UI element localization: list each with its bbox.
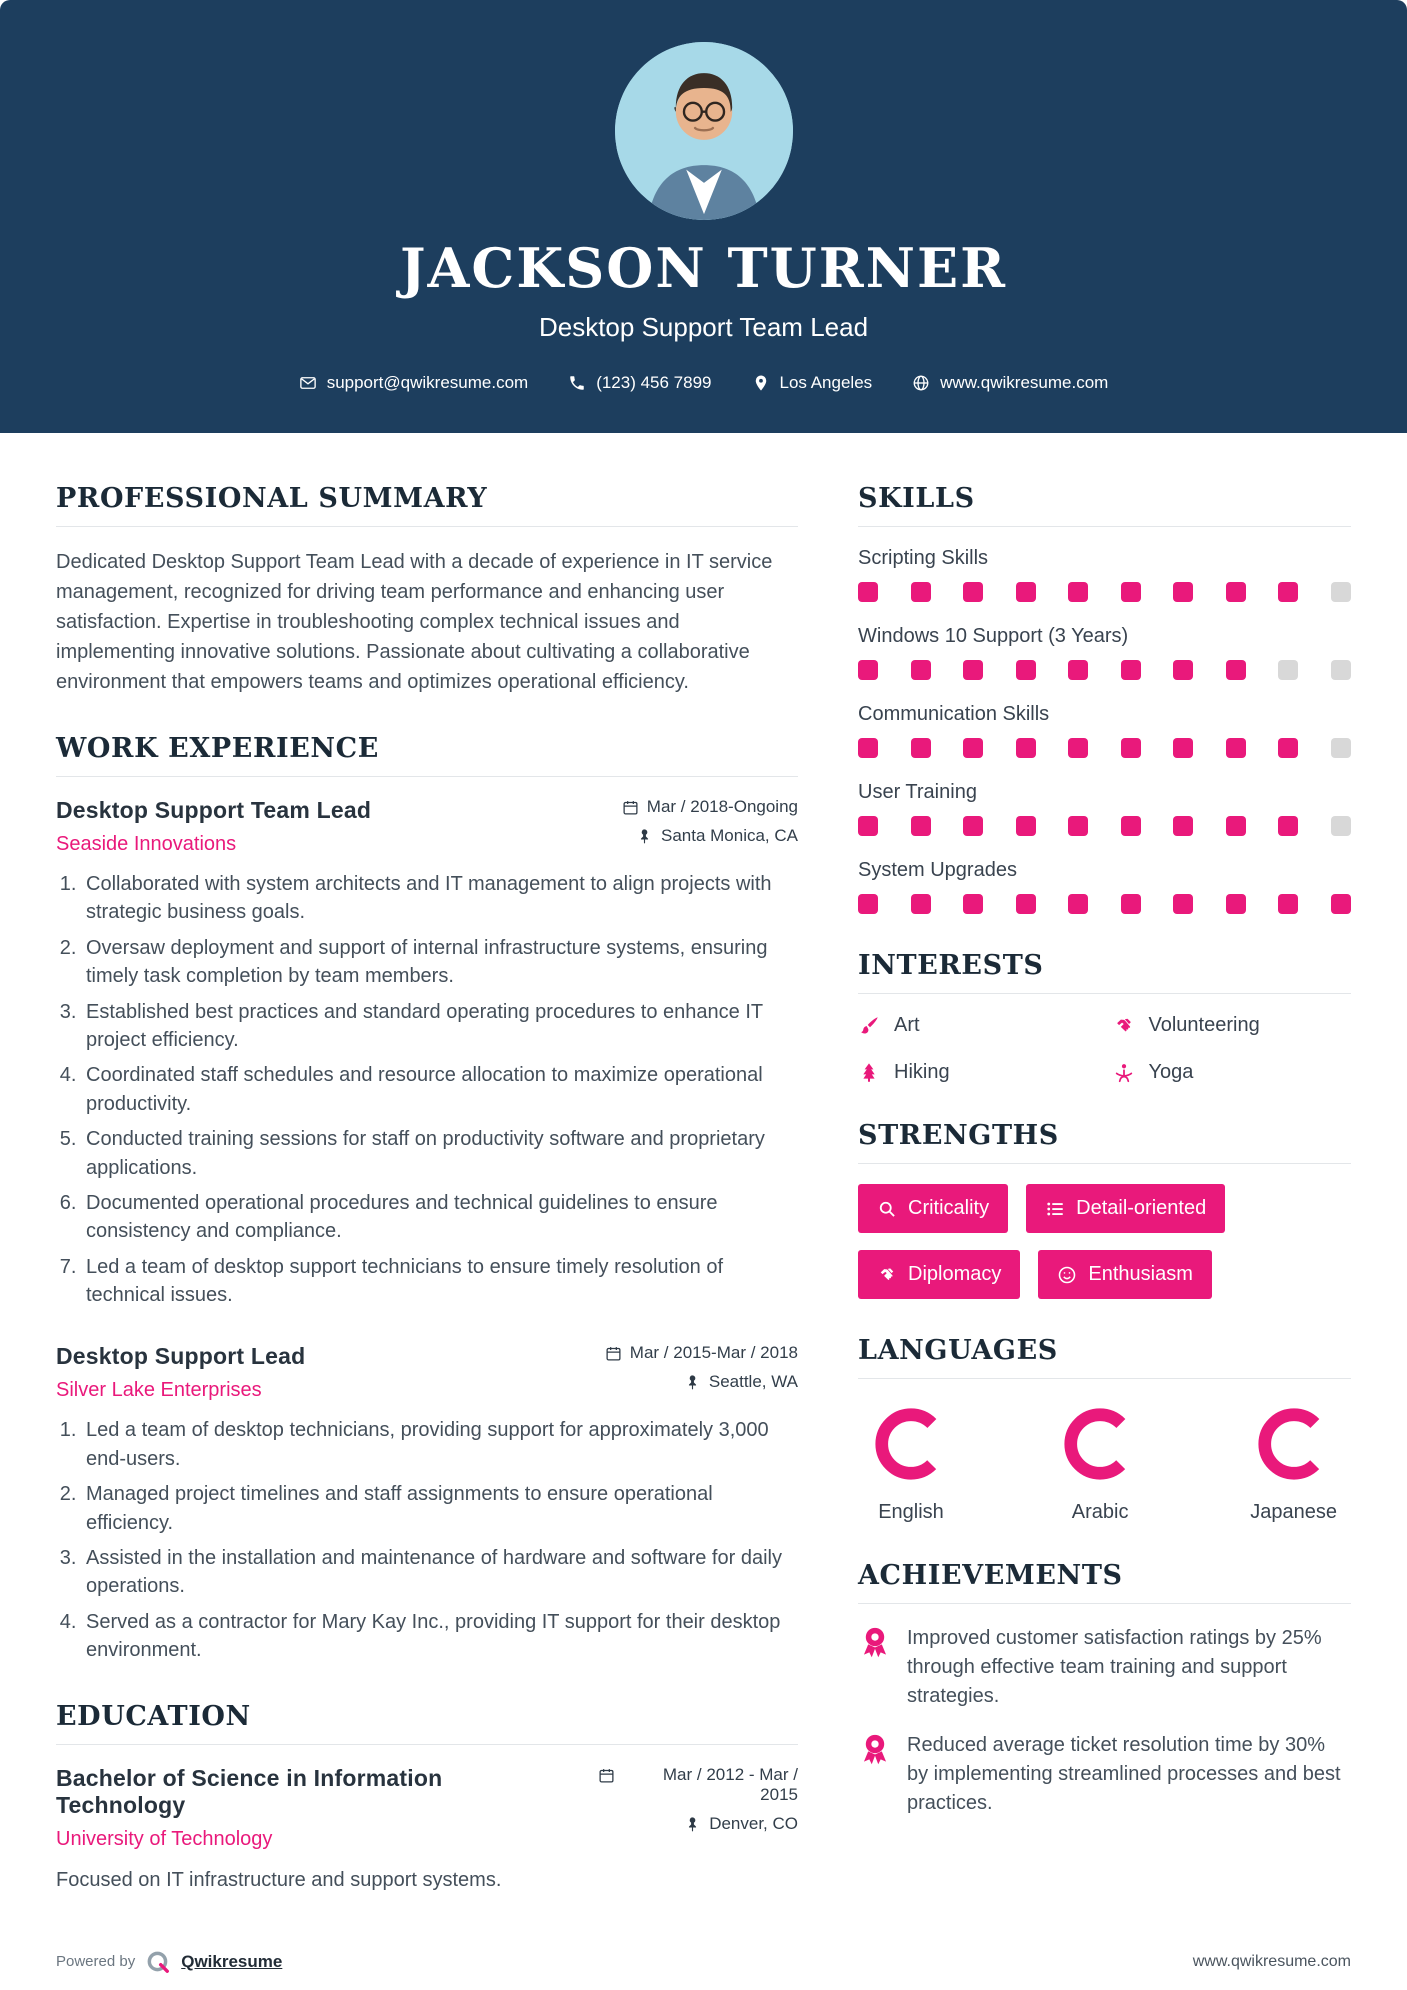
school-name: University of Technology (56, 1827, 273, 1850)
job-bullets (56, 870, 798, 1309)
skill-square-filled (1068, 582, 1088, 602)
achievement-item (858, 1624, 1351, 1711)
skill-square-filled (1121, 738, 1141, 758)
smiley-icon (1057, 1265, 1077, 1285)
job-bullet: 2. Managed project timelines and staff assignments to ensure operational efficiency. (82, 1480, 798, 1537)
skill-square-filled (858, 816, 878, 836)
education-dates (598, 1765, 798, 1805)
skill-square-filled (1068, 894, 1088, 914)
skill-rating (858, 816, 1351, 836)
language-item (1250, 1405, 1337, 1524)
job-bullet: 1. Collaborated with system architects and IT management to align projects with strategic business goals. (82, 870, 798, 927)
skill-square-empty (1331, 738, 1351, 758)
skill-square-filled (1016, 894, 1036, 914)
interests-section (858, 950, 1351, 1084)
languages-list (858, 1399, 1351, 1524)
education-note: Focused on IT infrastructure and support systems. (56, 1868, 502, 1891)
skill-square-filled (1173, 894, 1193, 914)
contact-phone (568, 373, 711, 393)
list-icon (1045, 1199, 1065, 1219)
job-company: Silver Lake Enterprises (56, 1379, 262, 1402)
skill-square-filled (911, 816, 931, 836)
contact-website-text: www.qwikresume.com (940, 373, 1109, 392)
strength-pill (1026, 1184, 1225, 1233)
job-bullet: 5. Conducted training sessions for staff on productivity software and proprietary applications. (82, 1125, 798, 1182)
interest-label: Volunteering (1148, 1014, 1260, 1036)
skill-square-filled (1226, 738, 1246, 758)
job-bullet: 3. Assisted in the installation and maintenance of hardware and software for daily operations. (82, 1544, 798, 1601)
skill-square-filled (1016, 738, 1036, 758)
skill-square-filled (1331, 894, 1351, 914)
skill-square-filled (1121, 660, 1141, 680)
skill-square-filled (1226, 582, 1246, 602)
language-ring (872, 1405, 950, 1483)
skill-square-filled (963, 894, 983, 914)
job-bullet: 7. Led a team of desktop support technicians to ensure timely resolution of technical issues. (82, 1253, 798, 1310)
education-section (56, 1701, 798, 1895)
skill-square-filled (1226, 660, 1246, 680)
education-dates-text: Mar / 2012 - Mar / 2015 (662, 1764, 798, 1804)
skill-item (858, 547, 1351, 602)
languages-heading: LANGUAGES (858, 1335, 1351, 1379)
skill-square-filled (1068, 660, 1088, 680)
skill-square-filled (1068, 738, 1088, 758)
skill-square-empty (1331, 582, 1351, 602)
skill-square-filled (1121, 582, 1141, 602)
strengths-list (858, 1184, 1351, 1299)
magnifier-icon (877, 1199, 897, 1219)
jobs-list (56, 797, 798, 1665)
skill-square-filled (1278, 816, 1298, 836)
interest-label: Art (894, 1014, 920, 1036)
calendar-icon (622, 799, 639, 816)
job-location (622, 826, 798, 846)
resume-body (0, 433, 1407, 1931)
skill-square-filled (858, 894, 878, 914)
job-dates (622, 797, 798, 817)
interest-item (1113, 1061, 1352, 1084)
job-entry (56, 797, 798, 1309)
summary-heading: PROFESSIONAL SUMMARY (56, 483, 798, 527)
skill-square-filled (858, 582, 878, 602)
skill-square-filled (911, 582, 931, 602)
summary-section (56, 483, 798, 697)
right-column (858, 483, 1351, 1854)
footer-website: www.qwikresume.com (1192, 1952, 1351, 1970)
language-item (872, 1405, 950, 1524)
strength-pill (858, 1184, 1008, 1233)
skill-item (858, 781, 1351, 836)
contact-phone-text: (123) 456 7899 (596, 373, 712, 392)
skill-square-filled (858, 738, 878, 758)
skill-square-empty (1331, 816, 1351, 836)
strength-label: Diplomacy (908, 1263, 1002, 1285)
skill-name: User Training (858, 781, 977, 803)
skill-square-filled (1016, 816, 1036, 836)
tree-icon (858, 1062, 880, 1084)
skill-square-filled (1173, 816, 1193, 836)
job-header (56, 797, 798, 864)
job-company: Seaside Innovations (56, 833, 237, 855)
award-icon (858, 1625, 892, 1659)
skill-square-filled (858, 660, 878, 680)
summary-text: Dedicated Desktop Support Team Lead with a decade of experience in IT service management, recognized for driving team performance and enhancing user satisfaction. Expertise in troubleshooting complex technical issues and implementing innovative solutions. Passionate about cultivating a collaborative environment that empowers teams and optimizes operational efficiency. (56, 551, 773, 693)
job-bullet: 6. Documented operational procedures and technical guidelines to ensure consistency and compliance. (82, 1189, 798, 1246)
job-title: Desktop Support Lead (56, 1343, 306, 1370)
skill-item (858, 703, 1351, 758)
skill-name: Communication Skills (858, 703, 1050, 725)
job-dates-text: Mar / 2015-Mar / 2018 (629, 1343, 798, 1363)
achievements-heading: ACHIEVEMENTS (858, 1560, 1351, 1604)
job-bullet: 3. Established best practices and standard operating procedures to enhance IT project efficiency. (82, 998, 798, 1055)
contact-location-text: Los Angeles (779, 373, 873, 392)
interest-label: Yoga (1148, 1061, 1194, 1083)
skill-square-filled (1121, 816, 1141, 836)
strengths-section (858, 1120, 1351, 1299)
job-header (56, 1343, 798, 1410)
skill-name: Scripting Skills (858, 547, 989, 569)
skills-heading: SKILLS (858, 483, 1351, 527)
calendar-icon (605, 1345, 622, 1362)
skill-rating (858, 660, 1351, 680)
skill-square-filled (1278, 582, 1298, 602)
achievements-list (858, 1624, 1351, 1818)
strength-label: Enthusiasm (1088, 1263, 1193, 1285)
achievement-item (858, 1731, 1351, 1818)
job-dates-text: Mar / 2018-Ongoing (646, 797, 798, 816)
education-location (598, 1814, 798, 1834)
strength-label: Criticality (908, 1197, 990, 1219)
interest-item (858, 1061, 1097, 1084)
skill-square-empty (1331, 660, 1351, 680)
skill-rating (858, 738, 1351, 758)
language-ring (1255, 1405, 1333, 1483)
experience-section (56, 733, 798, 1665)
languages-section (858, 1335, 1351, 1524)
skill-square-filled (1016, 582, 1036, 602)
skill-square-filled (1173, 738, 1193, 758)
skill-square-filled (1226, 816, 1246, 836)
skill-item (858, 625, 1351, 680)
contact-row (20, 373, 1387, 393)
language-name: English (878, 1501, 944, 1523)
interests-heading: INTERESTS (858, 950, 1351, 994)
achievements-section (858, 1560, 1351, 1818)
strength-pill (1038, 1250, 1212, 1299)
profile-photo (615, 42, 793, 220)
job-dates (605, 1343, 798, 1363)
interests-list (858, 1014, 1351, 1084)
skill-square-empty (1278, 660, 1298, 680)
location-icon (752, 374, 770, 392)
job-entry (56, 1343, 798, 1664)
skill-rating (858, 582, 1351, 602)
strength-pill (858, 1250, 1020, 1299)
phone-icon (568, 374, 586, 392)
job-bullet: 1. Led a team of desktop technicians, providing support for approximately 3,000 end-users. (82, 1416, 798, 1473)
skill-square-filled (963, 738, 983, 758)
language-item (1061, 1405, 1139, 1524)
interest-item (858, 1014, 1097, 1037)
skill-square-filled (963, 582, 983, 602)
job-bullet: 4. Served as a contractor for Mary Kay Inc., providing IT support for their desktop environment. (82, 1608, 798, 1665)
skills-section (858, 483, 1351, 914)
pin-icon (684, 1816, 701, 1833)
skill-square-filled (963, 816, 983, 836)
skill-name: Windows 10 Support (3 Years) (858, 625, 1129, 647)
strengths-heading: STRENGTHS (858, 1120, 1351, 1164)
education-location-text: Denver, CO (709, 1813, 798, 1833)
skill-square-filled (963, 660, 983, 680)
contact-location (752, 373, 873, 393)
candidate-name: JACKSON TURNER (399, 236, 1008, 300)
achievement-text: Reduced average ticket resolution time by 30% by implementing streamlined processes and best practices. (907, 1734, 1341, 1814)
skill-square-filled (911, 894, 931, 914)
skills-list (858, 547, 1351, 914)
paint-brush-icon (858, 1015, 880, 1037)
handshake-icon (1113, 1015, 1135, 1037)
footer-branding (56, 1949, 282, 1975)
footer (0, 1931, 1407, 1990)
candidate-title: Desktop Support Team Lead (538, 312, 869, 342)
interest-item (1113, 1014, 1352, 1037)
qwikresume-logo (145, 1949, 171, 1975)
education-heading: EDUCATION (56, 1701, 798, 1745)
qwikresume-link[interactable]: Qwikresume (181, 1951, 283, 1971)
job-location-text: Seattle, WA (708, 1372, 798, 1392)
resume-header (0, 0, 1407, 433)
job-location (605, 1372, 798, 1392)
degree-title: Bachelor of Science in Information Technology (56, 1764, 443, 1818)
contact-email-text: support@qwikresume.com (326, 373, 529, 392)
pin-icon (636, 828, 653, 845)
contact-email[interactable] (299, 373, 529, 393)
language-name: Japanese (1250, 1501, 1337, 1523)
skill-square-filled (1278, 738, 1298, 758)
skill-square-filled (1121, 894, 1141, 914)
experience-heading: WORK EXPERIENCE (56, 733, 798, 777)
interest-label: Hiking (894, 1061, 950, 1083)
skill-square-filled (911, 738, 931, 758)
skill-square-filled (1173, 660, 1193, 680)
contact-website[interactable] (912, 373, 1108, 393)
left-column (56, 483, 798, 1931)
skill-rating (858, 894, 1351, 914)
skill-square-filled (911, 660, 931, 680)
skill-square-filled (1068, 816, 1088, 836)
job-bullet: 2. Oversaw deployment and support of internal infrastructure systems, ensuring timely task completion by team members. (82, 934, 798, 991)
achievement-text: Improved customer satisfaction ratings by 25% through effective team training and support strategies. (907, 1627, 1322, 1707)
skill-square-filled (1016, 660, 1036, 680)
yoga-icon (1113, 1062, 1135, 1084)
education-entry (56, 1765, 798, 1859)
language-name: Arabic (1071, 1501, 1129, 1523)
email-icon (299, 374, 317, 392)
globe-icon (912, 374, 930, 392)
strength-label: Detail-oriented (1076, 1197, 1207, 1219)
skill-name: System Upgrades (858, 859, 1017, 881)
job-bullets (56, 1416, 798, 1664)
calendar-icon (598, 1767, 615, 1784)
skill-square-filled (1226, 894, 1246, 914)
job-location-text: Santa Monica, CA (660, 826, 798, 845)
job-title: Desktop Support Team Lead (56, 797, 372, 823)
skill-item (858, 859, 1351, 914)
job-bullet: 4. Coordinated staff schedules and resource allocation to maximize operational productivity. (82, 1061, 798, 1118)
handshake-icon (877, 1265, 897, 1285)
award-icon (858, 1732, 892, 1766)
skill-square-filled (1173, 582, 1193, 602)
pin-icon (684, 1374, 701, 1391)
language-ring (1061, 1405, 1139, 1483)
powered-by-label: Powered by (56, 1953, 136, 1971)
skill-square-filled (1278, 894, 1298, 914)
